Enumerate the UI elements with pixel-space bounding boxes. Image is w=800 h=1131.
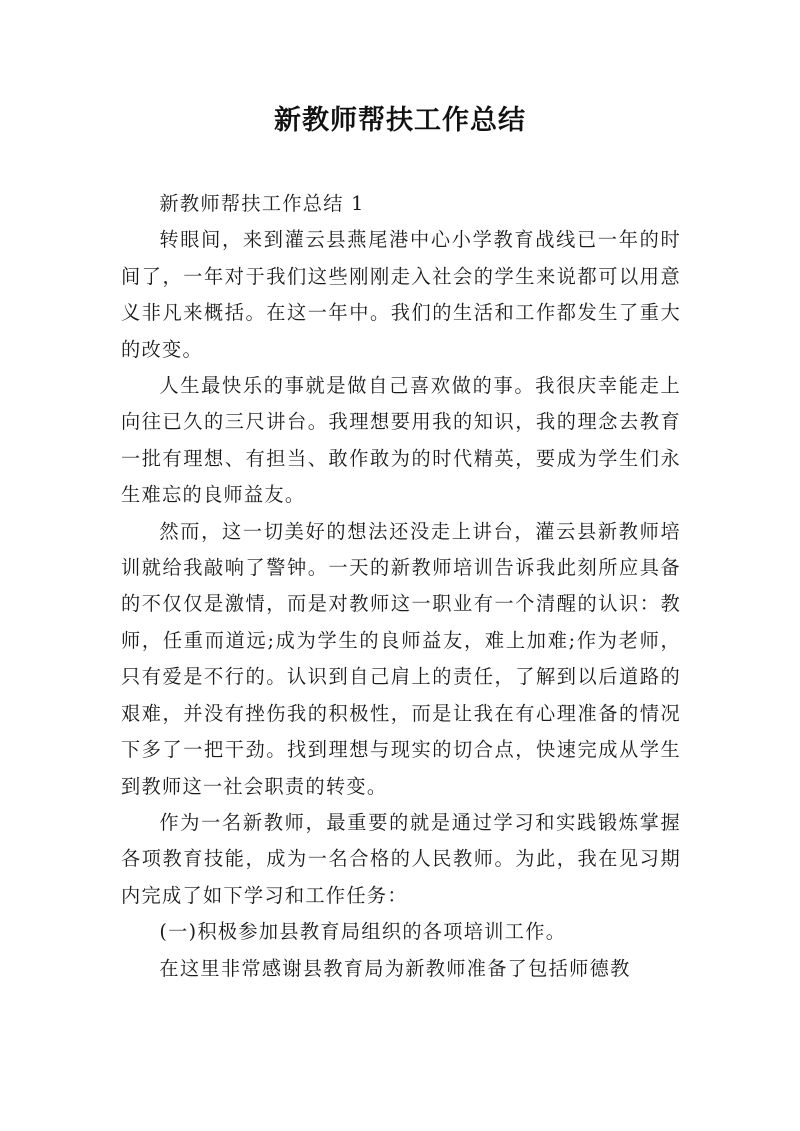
paragraph: 然而，这一切美好的想法还没走上讲台，灌云县新教师培训就给我敲响了警钟。一天的新教师培训告诉我此刻所应具备的不仅仅是激情，而是对教师这一职业有一个清醒的认识：教师，任重而道远;成为学生的良师益友，难上加难;作为老师，只有爱是不行的。认识到自己肩上的责任，了解到以后道路的艰难，并没有挫伤我的积极性，而是让我在有心理准备的情况下多了一把干劲。找到理想与现实的切合点，快速完成从学生到教师这一社会职责的转变。: [121, 519, 681, 798]
section-heading: 新教师帮扶工作总结 1: [159, 192, 365, 215]
document-title: 新教师帮扶工作总结: [274, 105, 526, 136]
paragraph: 人生最快乐的事就是做自己喜欢做的事。我很庆幸能走上向往已久的三尺讲台。我理想要用我的知识，我的理念去教育一批有理想、有担当、敢作敢为的时代精英，要成为学生们永生难忘的良师益友。: [121, 374, 681, 507]
subsection-heading: (一)积极参加县教育局组织的各项培训工作。: [159, 920, 567, 944]
paragraph: 作为一名新教师，最重要的就是通过学习和实践锻炼掌握各项教育技能，成为一名合格的人民教师。为此，我在见习期内完成了如下学习和工作任务：: [121, 810, 681, 907]
document-body: [121, 186, 681, 987]
paragraph: 转眼间，来到灌云县燕尾港中心小学教育战线已一年的时间了，一年对于我们这些刚刚走入社会的学生来说都可以用意义非凡来概括。在这一年中。我们的生活和工作都发生了重大的改变。: [121, 228, 681, 361]
paragraph: 在这里非常感谢县教育局为新教师准备了包括师德教: [159, 956, 631, 980]
